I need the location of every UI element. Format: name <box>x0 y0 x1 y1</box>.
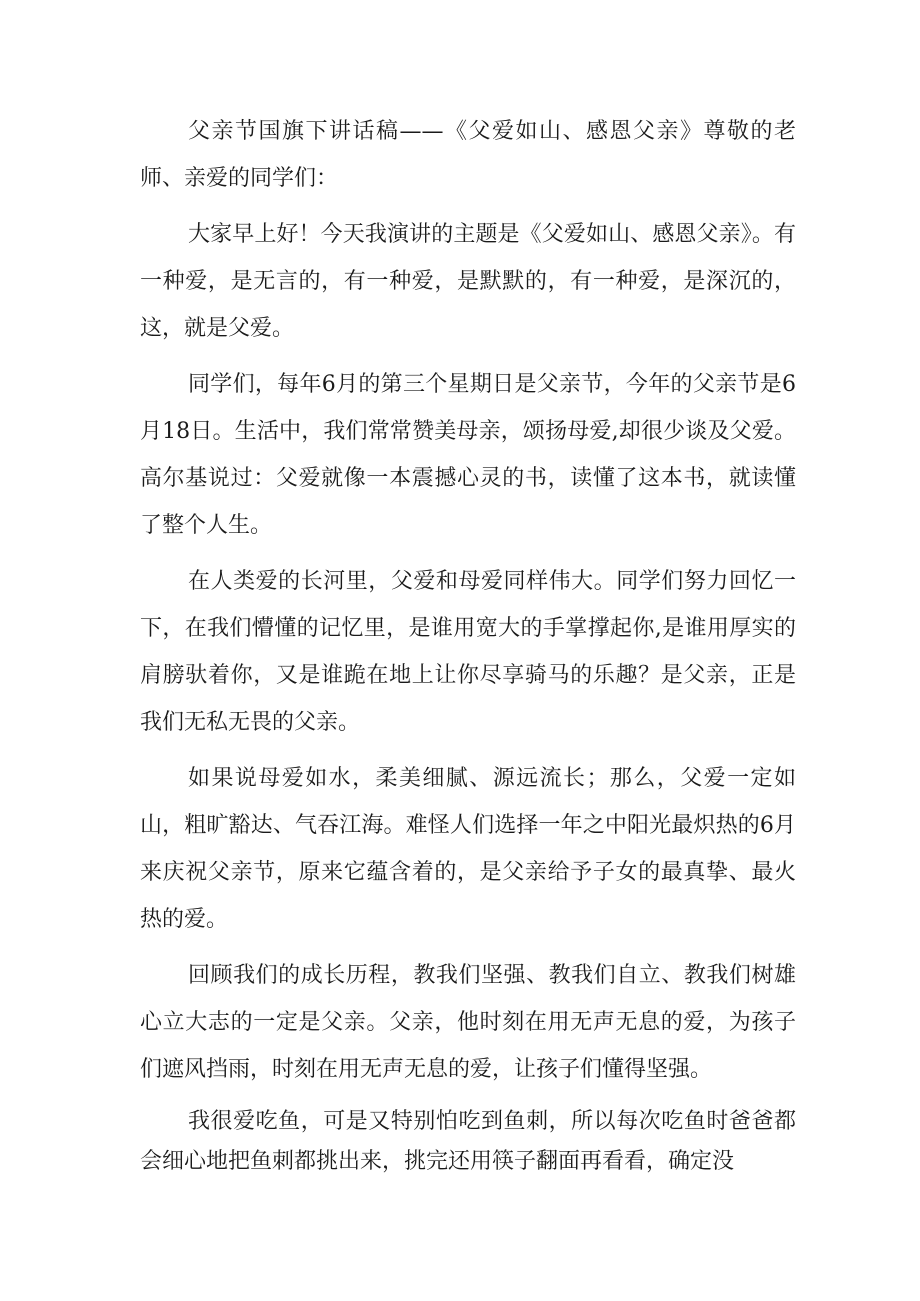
paragraph-title: 父亲节国旗下讲话稿——《父爱如山、感恩父亲》尊敬的老师、亲爱的同学们： <box>140 119 796 191</box>
paragraph-river-of-love: 在人类爱的长河里，父爱和母爱同样伟大。同学们努力回忆一下，在我们懵懂的记忆里，是谁用宽大的手掌撑起你,是谁用厚实的肩膀驮着你，又是谁跪在地上让你尽享骑马的乐趣？是父亲，正是我们无私无畏的父亲。 <box>140 569 796 735</box>
paragraph-greeting: 大家早上好！今天我演讲的主题是《父爱如山、感恩父亲》。有一种爱，是无言的，有一种爱，是默默的，有一种爱，是深沉的，这，就是父爱。 <box>140 222 796 341</box>
paragraph-fish-bones: 我很爱吃鱼，可是又特别怕吃到鱼刺，所以每次吃鱼时爸爸都会细心地把鱼刺都挑出来，挑完还用筷子翻面再看看，确定没 <box>140 1109 796 1174</box>
paragraph-mountain-water: 如果说母爱如水，柔美细腻、源远流长；那么，父爱一定如山，粗旷豁达、气吞江海。难怪人们选择一年之中阳光最炽热的6月来庆祝父亲节，原来它蕴含着的，是父亲给予子女的最真挚、最火热的爱。 <box>140 766 796 932</box>
document-body <box>140 108 796 1191</box>
paragraph-growth: 回顾我们的成长历程，教我们坚强、教我们自立、教我们树雄心立大志的一定是父亲。父亲，他时刻在用无声无息的爱，为孩子们遮风挡雨，时刻在用无声无息的爱，让孩子们懂得坚强。 <box>140 963 796 1082</box>
paragraph-fathers-day: 同学们，每年6月的第三个星期日是父亲节，今年的父亲节是6月18日。生活中，我们常常赞美母亲，颂扬母爱,却很少谈及父爱。高尔基说过：父爱就像一本震撼心灵的书，读懂了这本书，就读懂了整个人生。 <box>140 372 796 538</box>
